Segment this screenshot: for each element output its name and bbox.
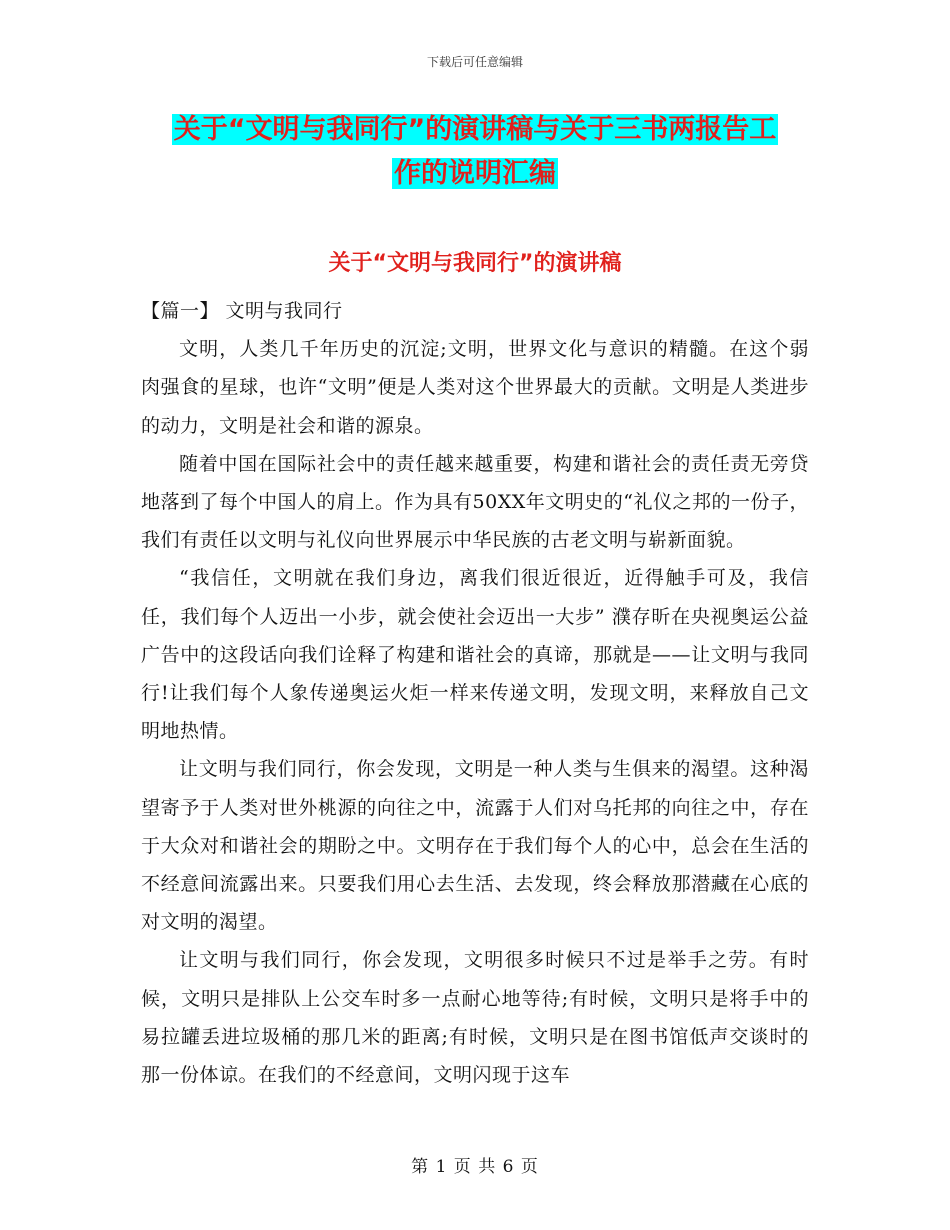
subheading: 【篇一】 文明与我同行: [141, 300, 343, 322]
paragraph: 文明，人类几千年历史的沉淀;文明，世界文化与意识的精髓。在这个弱肉强食的星球，也许“文明”便是人类对这个世界最大的贡献。文明是人类进步的动力，文明是社会和谐的源泉。: [141, 338, 809, 437]
paragraph: “我信任，文明就在我们身边，离我们很近很近，近得触手可及，我信任，我们每个人迈出一小步，就会使社会迈出一大步” 濮存昕在央视奥运公益广告中的这段话向我们诠释了构建和谐社会的真谛，那就是——让文明与我同行!让我们每个人象传递奥运火炬一样来传递文明，发现文明，来释放自己文明地热情。: [141, 567, 809, 743]
section-title: 关于“文明与我同行”的演讲稿: [328, 251, 622, 276]
page-number: 第 1 页 共 6 页: [411, 1157, 539, 1177]
header-note: 下载后可任意编辑: [426, 55, 523, 69]
document-title-line-2: 作的说明汇编: [394, 158, 556, 189]
paragraph: 随着中国在国际社会中的责任越来越重要，构建和谐社会的责任责无旁贷地落到了每个中国人的肩上。作为具有50XX年文明史的“礼仪之邦的一份子，我们有责任以文明与礼仪向世界展示中华民族的古老文明与崭新面貌。: [141, 452, 809, 552]
paragraph: 让文明与我们同行，你会发现，文明很多时候只不过是举手之劳。有时候，文明只是排队上公交车时多一点耐心地等待;有时候，文明只是将手中的易拉罐丢进垃圾桶的那几米的距离;有时候，文明只是在图书馆低声交谈时的那一份体谅。在我们的不经意间，文明闪现于这车: [141, 949, 809, 1087]
document-title-line-1: 关于“文明与我同行”的演讲稿与关于三书两报告工: [173, 114, 777, 145]
document-title: [140, 108, 810, 196]
paragraph: 让文明与我们同行，你会发现，文明是一种人类与生俱来的渴望。这种渴望寄予于人类对世外桃源的向往之中，流露于人们对乌托邦的向往之中，存在于大众对和谐社会的期盼之中。文明存在于我们每个人的心中，总会在生活的不经意间流露出来。只要我们用心去生活、去发现，终会释放那潜藏在心底的对文明的渴望。: [141, 758, 809, 934]
document-body: [141, 292, 809, 1094]
